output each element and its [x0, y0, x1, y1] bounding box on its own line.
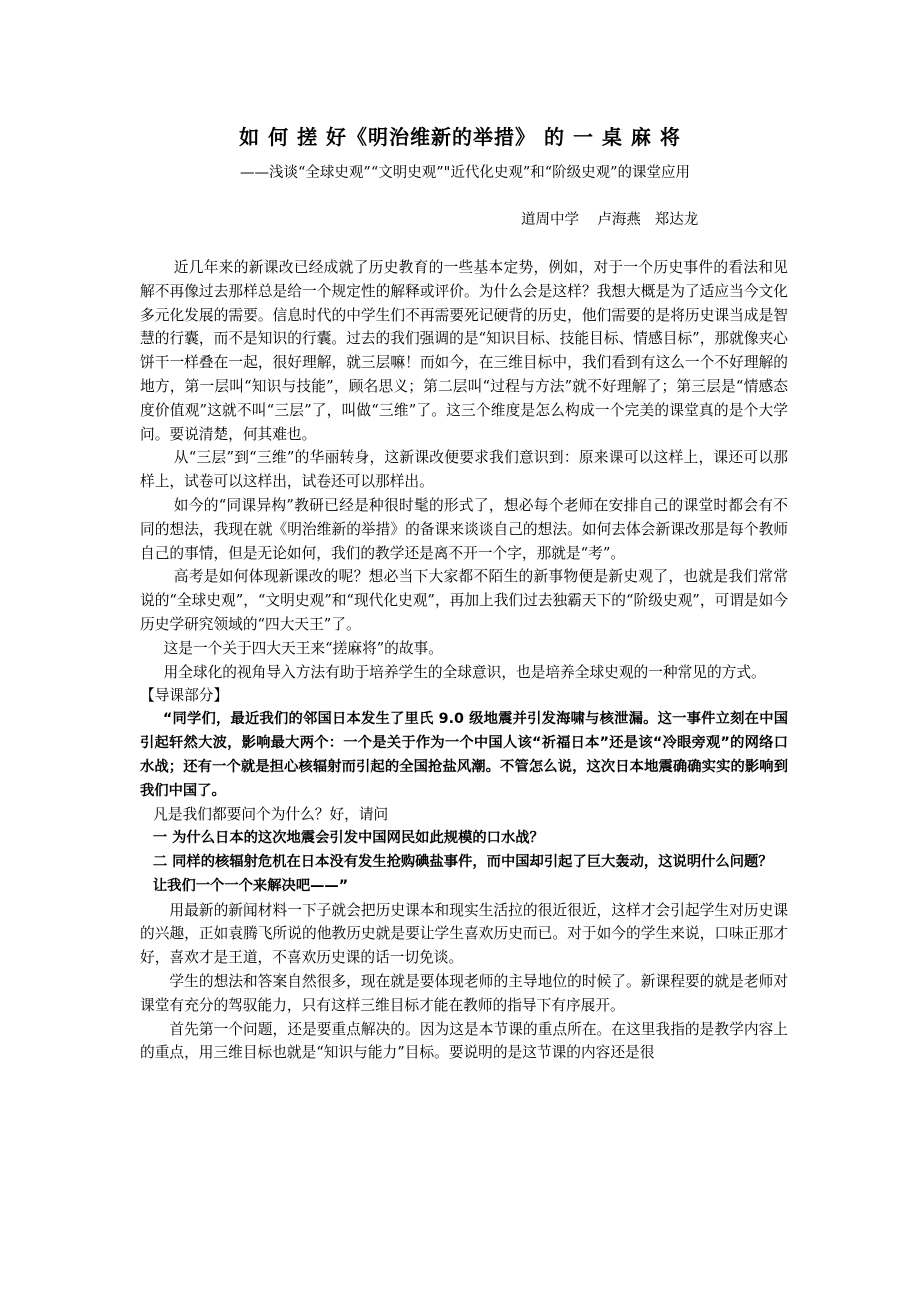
paragraph: 这是一个关于四大天王来“搓麻将”的故事。	[163, 639, 443, 657]
paragraph: 凡是我们都要问个为什么？好，请问	[153, 806, 389, 824]
paragraph: 高考是如何体现新课改的呢？想必当下大家都不陌生的新事物便是新史观了，也就是我们常常说的“全球史观”，“文明史观”和“现代化史观”，再加上我们过去独霸天下的“阶级史观”，可谓是如今历史学研究领域的“四大天王”了。	[140, 568, 788, 633]
document-title: 如 何 搓 好《明治维新的举措》 的 一 桌 麻 将	[239, 125, 681, 149]
question-item: 二 同样的核辐射危机在日本没有发生抢购碘盐事件，而中国却引起了巨大轰动，这说明什么问题？	[152, 853, 773, 870]
section-heading: 【导课部分】	[140, 687, 229, 705]
paragraph-quote: 让我们一个一个来解决吧——”	[152, 877, 349, 894]
document-body	[140, 256, 788, 1065]
paragraph: 如今的“同课异构”教研已经是种很时髦的形式了，想必每个老师在安排自己的课堂时都会有不同的想法，我现在就《明治维新的举措》的备课来谈谈自己的想法。如何去体会新课改那是每个教师自己的事情，但是无论如何，我们的教学还是离不开一个字，那就是“考”。	[140, 496, 788, 562]
question-item: 一 为什么日本的这次地震会引发中国网民如此规模的口水战？	[152, 830, 544, 847]
paragraph-quote: “同学们，最近我们的邻国日本发生了里氏 9.0 级地震并引发海啸与核泄漏。这一事件立刻在中国引起轩然大波，影响最大两个：一个是关于作为一个中国人该“祈福日本”还是该“冷眼旁观”的网络口水战；还有一个就是担心核辐射而引起的全国抢盐风潮。不管怎么说，这次日本地震确确实实的影响到我们中国了。	[140, 711, 788, 799]
paragraph: 用全球化的视角导入方法有助于培养学生的全球意识，也是培养全球史观的一种常见的方式。	[163, 663, 766, 681]
document-subtitle: ——浅谈“全球史观”“文明史观”"近代化史观”和“阶级史观”的课堂应用	[240, 165, 691, 181]
paragraph: 从“三层”到“三维”的华丽转身，这新课改便要求我们意识到：原来课可以这样上，课还可以那样上，试卷可以这样出，试卷还可以那样出。	[140, 449, 788, 491]
paragraph: 用最新的新闻材料一下子就会把历史课本和现实生活拉的很近很近，这样才会引起学生对历史课的兴趣，正如袁腾飞所说的他教历史就是要让学生喜欢历史而已。对于如今的学生来说，口味正那才好，喜欢才是王道，不喜欢历史课的话一切免谈。	[140, 901, 788, 967]
paragraph: 近几年来的新课改已经成就了历史教育的一些基本定势，例如，对于一个历史事件的看法和见解不再像过去那样总是给一个规定性的解释或评价。为什么会是这样？我想大概是为了适应当今文化多元化发展的需要。信息时代的中学生们不再需要死记硬背的历史，他们需要的是将历史课当成是智慧的行囊，而不是知识的行囊。过去的我们强调的是“知识目标、技能目标、情感目标”，那就像夹心饼干一样叠在一起，很好理解，就三层嘛！而如今，在三维目标中，我们看到有这么一个不好理解的地方，第一层叫“知识与技能”，顾名思义；第二层叫“过程与方法”就不好理解了；第三层是“情感态度价值观”这就不叫“三层”了，叫做“三维”了。这三个维度是怎么构成一个完美的课堂真的是个大学问。要说清楚，何其难也。	[140, 259, 788, 443]
author-line: 道周中学 卢海燕 郑达龙	[521, 212, 699, 228]
paragraph: 首先第一个问题，还是要重点解决的。因为这是本节课的重点所在。在这里我指的是教学内容上的重点，用三维目标也就是“知识与能力”目标。要说明的是这节课的内容还是很	[140, 1020, 788, 1062]
paragraph: 学生的想法和答案自然很多，现在就是要体现老师的主导地位的时候了。新课程要的就是老师对课堂有充分的驾驭能力，只有这样三维目标才能在教师的指导下有序展开。	[140, 972, 788, 1014]
